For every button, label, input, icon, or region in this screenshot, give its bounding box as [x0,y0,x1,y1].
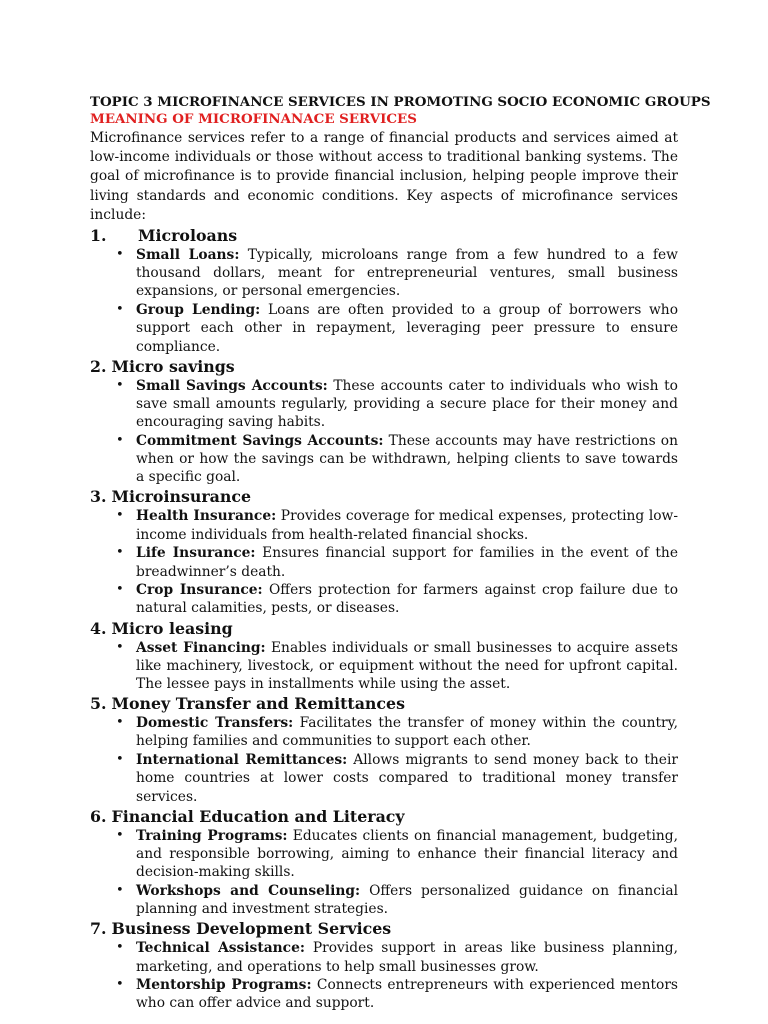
section-title: Money Transfer and Remittances [111,694,405,714]
sections-container [90,226,678,1013]
section-heading [90,619,678,639]
section-heading [90,807,678,827]
bullet-icon: • [116,977,124,993]
bullet-icon: • [116,582,124,598]
item-text: Ensures financial support for families in the event of the breadwinner’s death. [136,545,678,580]
bullet-icon: • [116,432,124,448]
section-number: 1. [90,226,107,246]
item-text: Typically, microloans range from a few hundred to a few thousand dollars, meant for entrepreneurial ventures, small business expansions, or personal emergencies. [136,247,678,300]
list-item [116,301,678,356]
subtopic-heading: MEANING OF MICROFINANACE SERVICES [90,111,417,127]
section-heading [90,226,678,246]
list-item [116,507,679,543]
list-item [116,827,678,882]
list-item [116,976,679,1012]
bullet-icon: • [116,508,124,524]
item-term: Domestic Transfers: [136,715,294,732]
item-text: Provides support in areas like business planning, marketing, and operations to help small businesses grow. [136,940,678,975]
bullet-list [90,507,678,617]
item-text: Offers personalized guidance on financial planning and investment strategies. [136,882,678,918]
list-item [116,639,678,694]
bullet-icon: • [116,545,124,561]
bullet-list [90,377,678,487]
item-text: Educates clients on financial management, budgeting, and responsible borrowing, aiming to enhance their financial literacy and decision-making skills. [136,827,678,881]
item-text: Loans are often provided to a group of borrowers who support each other in repayment, leveraging peer pressure to ensure compliance. [136,302,678,355]
section-title: Micro leasing [111,618,233,638]
list-item [116,544,678,580]
section-title: Microinsurance [111,487,252,507]
item-text: Connects entrepreneurs with experienced mentors who can offer advice and support. [136,977,679,1012]
section-5 [90,694,678,806]
section-title: Financial Education and Literacy [111,806,405,826]
section-number: 6. [90,806,107,826]
item-term: International Remittances: [136,752,348,769]
bullet-icon: • [116,827,124,843]
section-heading [90,487,678,507]
section-heading [90,694,678,714]
item-term: Life Insurance: [136,545,256,562]
section-4 [90,619,678,694]
item-term: Small Savings Accounts: [136,377,328,394]
bullet-icon: • [116,882,124,898]
item-text: These accounts cater to individuals who wish to save small amounts regularly, providing a secure place for their money and encouraging saving habits. [136,377,678,431]
item-text: Enables individuals or small businesses to acquire assets like machinery, livestock, or equipment without the need for upfront capital. The lessee pays in installments while using the asset. [136,639,678,693]
item-term: Mentorship Programs: [136,977,312,994]
bullet-icon: • [116,639,124,655]
item-term: Group Lending: [136,302,261,319]
item-term: Training Programs: [136,827,288,844]
item-term: Asset Financing: [136,639,266,656]
section-2 [90,357,678,487]
item-term: Workshops and Counseling: [136,882,361,899]
item-text: These accounts may have restrictions on when or how the savings can be withdrawn, helping clients to save towards a specific goal. [136,432,678,486]
item-term: Small Loans: [136,247,240,264]
list-item [116,751,678,806]
bullet-icon: • [116,940,124,956]
list-item [116,939,678,975]
section-6 [90,807,678,919]
intro-paragraph: Microfinance services refer to a range of financial products and services aimed at low-income individuals or those without access to traditional banking systems. The goal of microfinance is to provide financial inclusion, helping people improve their living standards and economic conditions. Key aspects of microfinance services include: [90,130,678,223]
list-item [116,882,678,918]
list-item [116,714,678,750]
item-text: Facilitates the transfer of money within the country, helping families and communities to support each other. [136,715,678,750]
bullet-icon: • [116,752,124,768]
section-number: 4. [90,618,107,638]
bullet-list [90,639,678,694]
bullet-icon: • [116,715,124,731]
bullet-icon: • [116,302,124,318]
bullet-icon: • [116,377,124,393]
section-7 [90,919,678,1012]
bullet-list [90,714,678,806]
item-text: Offers protection for farmers against crop failure due to natural calamities, pests, or diseases. [136,582,678,617]
item-term: Technical Assistance: [136,940,305,957]
section-3 [90,487,678,617]
list-item [116,432,678,487]
item-term: Crop Insurance: [136,582,263,599]
bullet-list [90,939,678,1012]
bullet-list [90,827,678,919]
bullet-icon: • [116,247,124,263]
item-term: Health Insurance: [136,508,277,525]
list-item [116,581,678,617]
item-text: Allows migrants to send money back to their home countries at lower costs compared to traditional money transfer services. [136,752,678,805]
section-heading [90,919,678,939]
bullet-list [90,246,678,356]
section-title: Micro savings [111,356,235,376]
section-number: 2. [90,356,107,376]
topic-heading: TOPIC 3 MICROFINANCE SERVICES IN PROMOTING SOCIO ECONOMIC GROUPS [90,94,711,110]
list-item [116,246,678,301]
section-number: 3. [90,487,107,507]
item-text: Provides coverage for medical expenses, protecting low-income individuals from health-related financial shocks. [136,508,679,543]
item-term: Commitment Savings Accounts: [136,432,384,449]
section-title: Business Development Services [111,919,392,939]
section-number: 7. [90,919,107,939]
section-1 [90,226,678,356]
section-number: 5. [90,694,107,714]
section-heading [90,357,678,377]
section-title: Microloans [138,226,238,246]
list-item [116,377,678,432]
